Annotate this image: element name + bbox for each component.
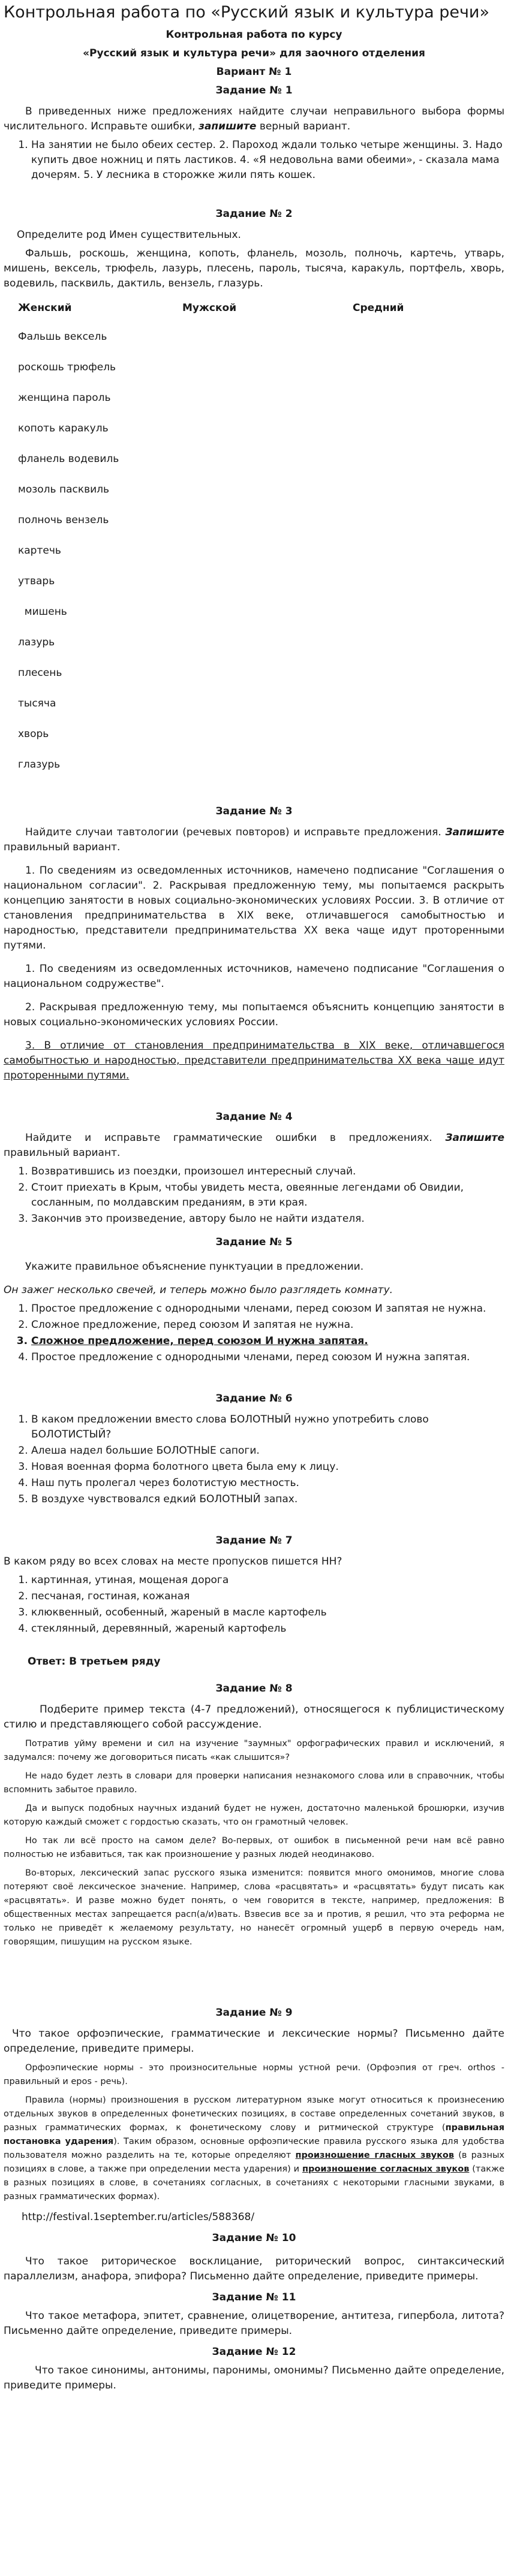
task2-intro: Определите род Имен существительных.: [17, 229, 241, 241]
task3-intro-b: правильный вариант.: [4, 841, 121, 853]
task1-item: 1. На занятии не было обеих сестер. 2. Пароход ждали только четыре женщины. 3. Надо купить двое ножниц и пять ластиков. 4. «Я недовольна вами обеими», - сказала мама дочерям. 5. У лесника в сторожке жили пять кошек.: [31, 138, 504, 183]
essay-paragraph: Да и выпуск подобных научных изданий будет не нужен, достаточно маленькой брошюрки, изучив которую каждый сможет с гордостью сказать, что он грамотный человек.: [4, 1804, 504, 1827]
table-cell: мишень: [18, 606, 67, 618]
text-span: ). Таким образом, основные орфоэпические правила русского языка для удобства пользователя можно разделить на те, которые определяют: [4, 2137, 504, 2160]
essay-paragraph: Во-вторых, лексический запас русского языка изменится: появится много омонимов, многие слова потеряют своё лексическое значение. Например, слова «расцвятать» и «расцвятать» будут писать как «расцвятать». И разве можно будет понять, о чем говорится в тексте, например, предложения: В общественных местах запрещается расп(а/и)вать. Взвесив все за и против, я решил, что эта реформа не только не приведёт к желаемому результату, но нанесёт огромный ущерб в первую очередь нам, говорящим, пишущим на русском языке.: [4, 1868, 504, 1947]
task5-list: [4, 1301, 504, 1365]
table-cell: Фальшь вексель: [18, 331, 107, 343]
source-link[interactable]: http://festival.1september.ru/articles/588368/: [22, 2211, 255, 2223]
table-cell: фланель водевиль: [18, 453, 119, 465]
table-cell: плесень: [18, 667, 62, 679]
list-item: 5. В воздухе чувствовался едкий БОЛОТНЫЙ запах.: [31, 1492, 504, 1507]
task7-list: [4, 1573, 504, 1636]
table-row: [4, 322, 504, 352]
task4-intro-em: Запишите: [445, 1132, 504, 1144]
list-item: 3. клюквенный, особенный, жареный в масле картофель: [31, 1605, 504, 1620]
task8-heading: Задание № 8: [215, 1683, 293, 1695]
table-row: [4, 566, 504, 597]
text-span: Правила (нормы) произношения в русском литературном языке могут относиться к произнесению отдельных звуков в определенных фонетических позициях, в составе определенных сочетаний звуков, в разных грамматических формах, к фонетическому слову и ритмической структуре (: [4, 2095, 504, 2133]
table-cell: утварь: [18, 575, 55, 587]
task6-list: [4, 1412, 504, 1507]
list-item: 1. Простое предложение с однородными членами, перед союзом И запятая не нужна.: [31, 1301, 504, 1316]
task4-intro-b: правильный вариант.: [4, 1147, 121, 1159]
task8-essay: [4, 1737, 504, 1949]
list-item: 2. Алеша надел большие БОЛОТНЫЕ сапоги.: [31, 1443, 504, 1458]
spacer: [4, 1954, 504, 1990]
course-line: Контрольная работа по курсу: [166, 29, 342, 41]
task10-text: Что такое риторическое восклицание, риторический вопрос, синтаксический параллелизм, анафора, эпифора? Письменно дайте определение, приведите примеры.: [4, 2255, 504, 2282]
table-cell: картечь: [18, 545, 61, 557]
table-cell: полночь вензель: [18, 514, 109, 526]
task4-heading: Задание № 4: [215, 1111, 293, 1123]
task3-intro: [4, 825, 504, 855]
gender-table-header: [4, 295, 504, 322]
bold-span: правильная постановка ударения: [4, 2123, 504, 2146]
list-item: 3. Новая военная форма болотного цвета была ему к лицу.: [31, 1460, 504, 1475]
task11-text: Что такое метафора, эпитет, сравнение, олицетворение, антитеза, гипербола, литота? Письменно дайте определение, приведите примеры.: [4, 2310, 504, 2337]
task6-heading: Задание № 6: [215, 1393, 293, 1405]
task3-answer-1: 1. По сведениям из осведомленных источников, намечено подписание "Соглашения о национальном содружестве".: [4, 963, 504, 990]
task3-sentences: 1. По сведениям из осведомленных источников, намечено подписание "Соглашения о национальном согласии". 2. Раскрывая предложенную тему, мы попытаемся раскрыть концепцию занятости в новых социально-экономических условиях России. 3. В отличие от становления предпринимательства в XIX веке, отличавшегося самобытностью и народностью, представители предпринимательства XX века чаще идут проторенными путями.: [4, 865, 504, 952]
task10-heading: Задание № 10: [212, 2232, 296, 2244]
task5-heading: Задание № 5: [215, 1236, 293, 1248]
task9-intro: Что такое орфоэпические, грамматические и лексические нормы? Письменно дайте определение, приведите примеры.: [4, 2028, 504, 2055]
table-cell: мозоль пасквиль: [18, 484, 110, 496]
table-row: [4, 413, 504, 444]
task12-heading: Задание № 12: [212, 2346, 296, 2358]
task1-intro: [4, 104, 504, 134]
list-item: 2. Сложное предложение, перед союзом И запятая не нужна.: [31, 1318, 504, 1333]
list-item: 4. Простое предложение с однородными членами, перед союзом И нужна запятая.: [31, 1350, 504, 1365]
task9-paragraph: Орфоэпические нормы - это произносительные нормы устной речи. (Орфоэпия от греч. orthos - правильный и epos - речь).: [4, 2063, 504, 2086]
list-item: 1. В каком предложении вместо слова БОЛОТНЫЙ нужно употребить слово БОЛОТИСТЫЙ?: [31, 1412, 504, 1442]
table-cell: тысяча: [18, 697, 56, 709]
task8-intro: Подберите пример текста (4-7 предложений), относящегося к публицистическому стилю и представляющего собой рассуждение.: [4, 1704, 504, 1731]
essay-paragraph: Потратив уйму времени и сил на изучение "заумных" орфографических правил и исключений, я задумался: почему же договориться писать «как слышится»?: [4, 1739, 504, 1762]
table-cell: копоть каракуль: [18, 422, 109, 434]
list-item: 2. Стоит приехать в Крым, чтобы увидеть места, овеянные легендами об Овидии, сосланным, по молдавским преданиям, в эти края.: [31, 1180, 504, 1210]
task4-list: [4, 1164, 504, 1227]
bold-span: произношение согласных звуков: [302, 2164, 470, 2174]
bold-span: произношение гласных звуков: [295, 2151, 455, 2160]
task3-answer-3: 3. В отличие от становления предпринимательства в XIX веке, отличавшегося самобытностью и народностью, представители предпринимательства XX века чаще идут проторенными путями.: [4, 1040, 504, 1082]
column-masculine: Мужской: [182, 302, 237, 314]
table-row: [4, 475, 504, 505]
task7-answer: Ответ: В третьем ряду: [28, 1656, 161, 1668]
column-neuter: Средний: [353, 302, 404, 314]
task2-heading: Задание № 2: [215, 208, 293, 220]
table-row: [4, 688, 504, 719]
table-row: [4, 505, 504, 536]
text-span: (в разных позициях в слове, а также при определении места ударения) и: [4, 2151, 504, 2174]
list-item: 4. Наш путь пролегал через болотистую местность.: [31, 1476, 504, 1491]
table-row: [4, 352, 504, 383]
task1-intro-em: запишите: [199, 120, 257, 132]
table-cell: лазурь: [18, 636, 55, 648]
task1-intro-a: В приведенных ниже предложениях найдите случаи неправильного выбора формы числительного. Исправьте ошибки,: [4, 105, 504, 132]
gender-table: [4, 295, 504, 780]
task9-paragraph-rules: [4, 2094, 504, 2204]
table-row: [4, 536, 504, 566]
list-item: 4. стеклянный, деревянный, жареный картофель: [31, 1621, 504, 1636]
document-page: [0, 2, 508, 2393]
task4-intro-a: Найдите и исправьте грамматические ошибки в предложениях.: [25, 1132, 446, 1144]
table-row: [4, 444, 504, 475]
task11-heading: Задание № 11: [212, 2291, 296, 2303]
column-feminine: Женский: [18, 302, 72, 314]
task1-heading: Задание № 1: [215, 84, 293, 96]
task3-answer-2: 2. Раскрывая предложенную тему, мы попытаемся объяснить концепцию занятости в новых социально-экономических условиях России.: [4, 1001, 504, 1028]
list-item: 3. Закончив это произведение, автору было не найти издателя.: [31, 1212, 504, 1227]
text-span: (также в разных позициях в слове, в сочетаниях согласных, в сочетаниях с некоторыми гласными звуками, в разных грамматических формах).: [4, 2164, 505, 2201]
task4-intro: [4, 1131, 504, 1161]
task2-words: Фальшь, роскошь, женщина, копоть, фланель, мозоль, полночь, картечь, утварь, мишень, вексель, трюфель, лазурь, плесень, пароль, тысяча, каракуль, портфель, хворь, водевиль, пасквиль, дактиль, вензель, глазурь.: [4, 247, 504, 289]
table-cell: женщина пароль: [18, 392, 111, 404]
table-row: [4, 750, 504, 780]
task3-intro-em: Запишите: [445, 826, 504, 838]
table-row: [4, 383, 504, 413]
task7-intro: В каком ряду во всех словах на месте пропусков пишется НН?: [4, 1556, 342, 1568]
variant-label: Вариант № 1: [216, 66, 292, 78]
document-title: Контрольная работа по «Русский язык и культура речи»: [4, 3, 489, 22]
list-item: 1. картинная, утиная, мощеная дорога: [31, 1573, 504, 1588]
table-row: [4, 719, 504, 750]
task3-intro-a: Найдите случаи тавтологии (речевых повторов) и исправьте предложения.: [25, 826, 446, 838]
table-cell: роскошь трюфель: [18, 361, 116, 373]
essay-paragraph: Не надо будет лезть в словари для проверки написания незнакомого слова или в справочник, чтобы вспомнить забытое правило.: [4, 1771, 504, 1795]
list-item: 1. Возвратившись из поездки, произошел интересный случай.: [31, 1164, 504, 1179]
task9-answer: [4, 2061, 504, 2204]
task3-heading: Задание № 3: [215, 805, 293, 817]
task1-intro-b: верный вариант.: [256, 120, 351, 132]
task1-list: [4, 138, 504, 183]
course-name: «Русский язык и культура речи» для заочного отделения: [83, 47, 425, 59]
list-item: 2. песчаная, гостиная, кожаная: [31, 1589, 504, 1604]
list-item-selected: 3. Сложное предложение, перед союзом И нужна запятая.: [31, 1334, 504, 1349]
table-row: [4, 658, 504, 688]
table-cell: глазурь: [18, 759, 61, 771]
table-cell: хворь: [18, 728, 49, 740]
task12-text: Что такое синонимы, антонимы, паронимы, омонимы? Письменно дайте определение, приведите примеры.: [4, 2364, 504, 2391]
task5-intro: Укажите правильное объяснение пунктуации в предложении.: [25, 1261, 364, 1273]
essay-paragraph: Но так ли всё просто на самом деле? Во-первых, от ошибок в письменной речи нам всё равно полностью не избавиться, так как произношение у разных людей неодинаково.: [4, 1836, 504, 1859]
task5-quote: Он зажег несколько свечей, и теперь можно было разглядеть комнату.: [4, 1284, 393, 1296]
table-row: [4, 597, 504, 627]
task9-heading: Задание № 9: [215, 2007, 293, 2019]
task7-heading: Задание № 7: [215, 1535, 293, 1547]
table-row: [4, 627, 504, 658]
